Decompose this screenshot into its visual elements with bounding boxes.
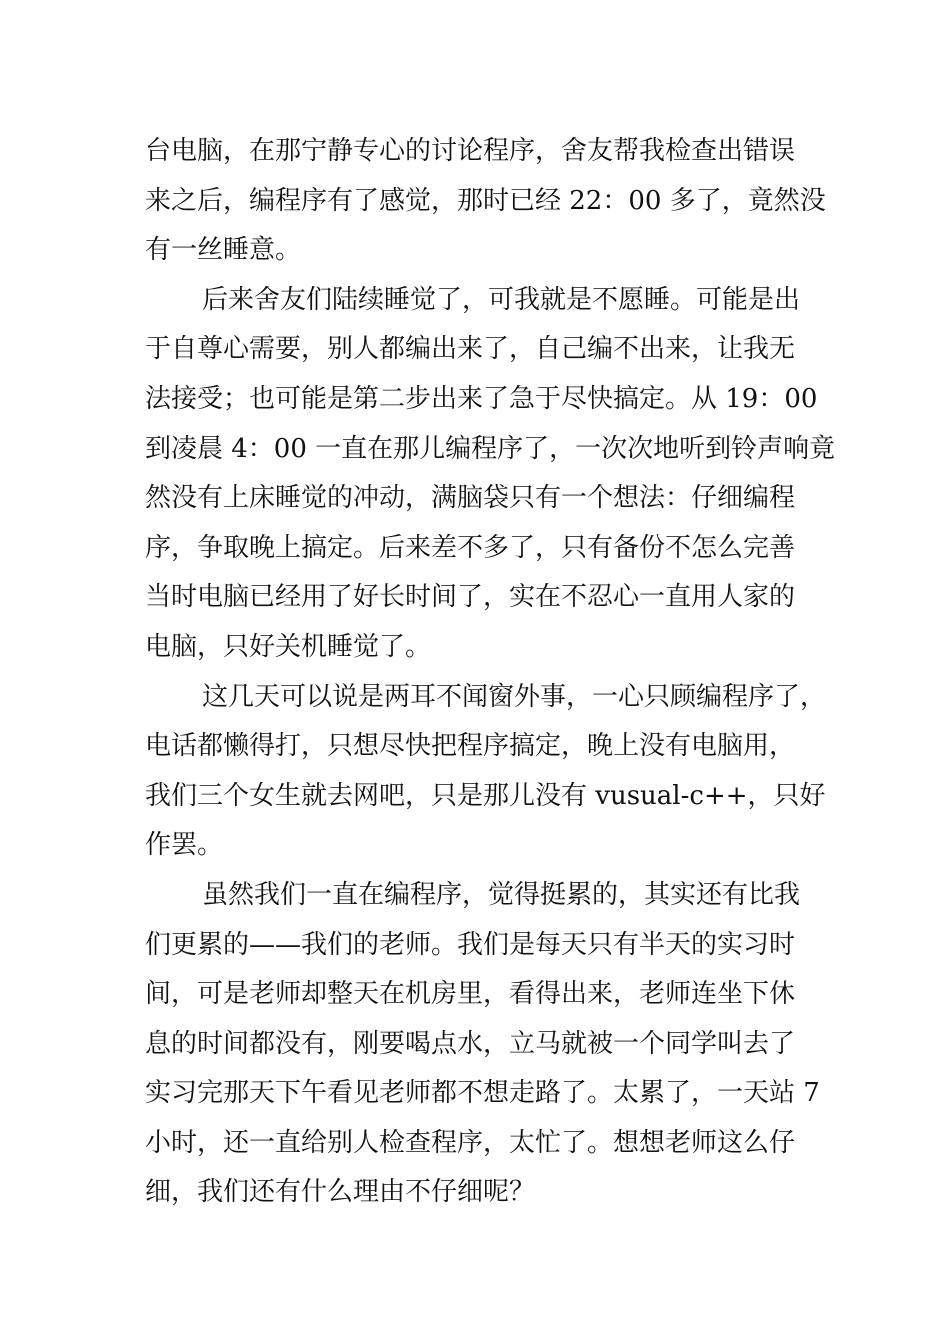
text-line: 法接受；也可能是第二步出来了急于尽快搞定。从 19：00 xyxy=(145,383,818,414)
paragraph xyxy=(145,127,845,276)
text-line: 序，争取晚上搞定。后来差不多了，只有备份不怎么完善 xyxy=(145,532,796,563)
text-line: 这几天可以说是两耳不闻窗外事，一心只顾编程序了， xyxy=(202,681,827,712)
text-line: 实习完那天下午看见老师都不想走路了。太累了，一天站 7 xyxy=(145,1078,820,1109)
text-line: 间，可是老师却整天在机房里，看得出来，老师连坐下休 xyxy=(145,979,796,1010)
text-line: 台电脑，在那宁静专心的讨论程序，舍友帮我检查出错误 xyxy=(145,136,796,166)
text-line: 于自尊心需要，别人都编出来了，自己编不出来，让我无 xyxy=(145,334,796,365)
text-line: 然没有上床睡觉的冲动，满脑袋只有一个想法：仔细编程 xyxy=(145,483,796,514)
text-line: 我们三个女生就去网吧，只是那儿没有 vusual-c++，只好 xyxy=(145,780,826,811)
text-line: 后来舍友们陆续睡觉了，可我就是不愿睡。可能是出 xyxy=(202,284,801,315)
text-line: 来之后，编程序有了感觉，那时已经 22：00 多了，竟然没 xyxy=(145,185,826,216)
text-line: 细，我们还有什么理由不仔细呢？ xyxy=(145,1177,536,1208)
text-line: 当时电脑已经用了好长时间了，实在不忍心一直用人家的 xyxy=(145,582,796,613)
text-line: 们更累的——我们的老师。我们是每天只有半天的实习时 xyxy=(145,929,796,960)
document-body xyxy=(145,127,845,1218)
text-line: 作罢。 xyxy=(145,830,224,861)
paragraph xyxy=(145,871,845,1218)
text-line: 有一丝睡意。 xyxy=(145,235,302,266)
paragraph xyxy=(145,276,845,673)
text-line: 虽然我们一直在编程序，觉得挺累的，其实还有比我 xyxy=(202,879,801,910)
text-line: 到凌晨 4：00 一直在那儿编程序了，一次次地听到铃声响竟 xyxy=(145,433,836,464)
text-line: 息的时间都没有，刚要喝点水，立马就被一个同学叫去了 xyxy=(145,1028,796,1059)
text-line: 小时，还一直给别人检查程序，太忙了。想想老师这么仔 xyxy=(145,1127,796,1158)
text-line: 电脑，只好关机睡觉了。 xyxy=(145,631,432,662)
paragraph xyxy=(145,673,845,871)
text-line: 电话都懒得打，只想尽快把程序搞定，晚上没有电脑用， xyxy=(145,731,796,762)
